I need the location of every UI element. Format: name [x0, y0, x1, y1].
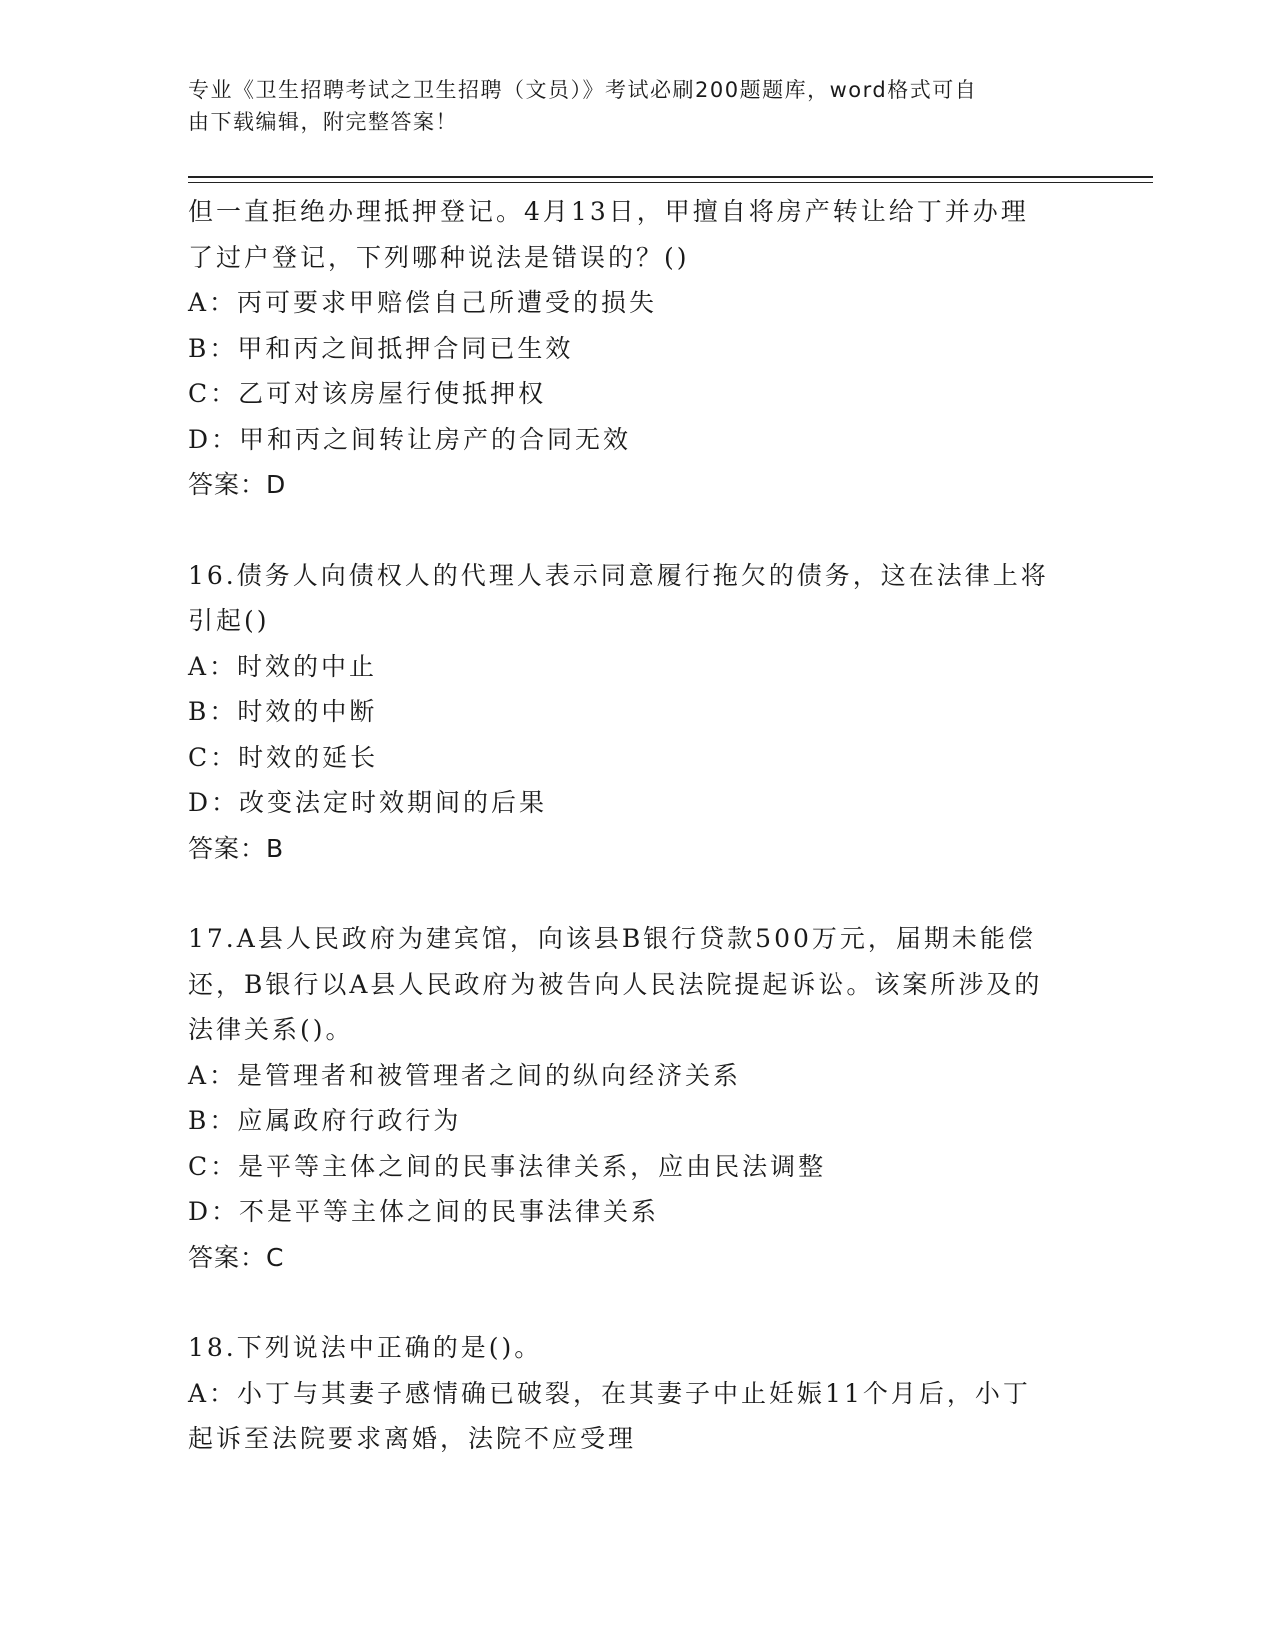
question-text: 还，B银行以A县人民政府为被告向人民法院提起诉讼。该案所涉及的	[188, 969, 1043, 999]
question-text: 16.债务人向债权人的代理人表示同意履行拖欠的债务，这在法律上将	[188, 560, 1049, 590]
question-18	[188, 1325, 1088, 1462]
spacer	[188, 1280, 1088, 1325]
question-16	[188, 553, 1088, 872]
answer-label: 答案：D	[188, 470, 287, 499]
option-d: D：不是平等主体之间的民事法律关系	[188, 1197, 660, 1226]
answer-label: 答案：C	[188, 1242, 285, 1272]
question-text: 法律关系()。	[188, 1015, 354, 1044]
document-header	[188, 74, 1068, 138]
question-text: 17.A县人民政府为建宾馆，向该县B银行贷款500万元，届期未能偿	[188, 924, 1036, 953]
spacer	[188, 871, 1088, 916]
question-17	[188, 916, 1088, 1280]
option-d: D：改变法定时效期间的后果	[188, 788, 548, 817]
option-a: A：小丁与其妻子感情确已破裂，在其妻子中止妊娠11个月后，小丁	[188, 1378, 1031, 1408]
question-text: 18.下列说法中正确的是()。	[188, 1333, 543, 1362]
question-text: 了过户登记，下列哪种说法是错误的？()	[188, 242, 690, 272]
question-15-continued	[188, 189, 1088, 508]
option-d: D：甲和丙之间转让房产的合同无效	[188, 424, 632, 454]
option-a-continued: 起诉至法院要求离婚，法院不应受理	[188, 1424, 637, 1453]
option-c: C：是平等主体之间的民事法律关系，应由民法调整	[188, 1151, 827, 1181]
answer-label: 答案：B	[188, 833, 285, 863]
option-b: B：时效的中断	[188, 697, 378, 726]
option-b: B：应属政府行政行为	[188, 1106, 462, 1135]
question-content	[188, 189, 1088, 1462]
option-c: C：乙可对该房屋行使抵押权	[188, 379, 547, 408]
option-a: A：丙可要求甲赔偿自己所遭受的损失	[188, 288, 658, 317]
header-divider-thin	[188, 182, 1153, 183]
spacer	[188, 508, 1088, 553]
question-text: 引起()	[188, 606, 270, 635]
header-title-line-2: 由下载编辑，附完整答案！	[188, 110, 458, 134]
option-b: B：甲和丙之间抵押合同已生效	[188, 333, 574, 363]
option-c: C：时效的延长	[188, 742, 379, 772]
option-a: A：是管理者和被管理者之间的纵向经济关系	[188, 1060, 742, 1090]
header-title-line-1: 专业《卫生招聘考试之卫生招聘（文员）》考试必刷200题题库，word格式可自	[188, 78, 978, 102]
header-divider-thick	[188, 176, 1153, 178]
question-text: 但一直拒绝办理抵押登记。4月13日，甲擅自将房产转让给丁并办理	[188, 197, 1029, 226]
option-a: A：时效的中止	[188, 651, 378, 681]
